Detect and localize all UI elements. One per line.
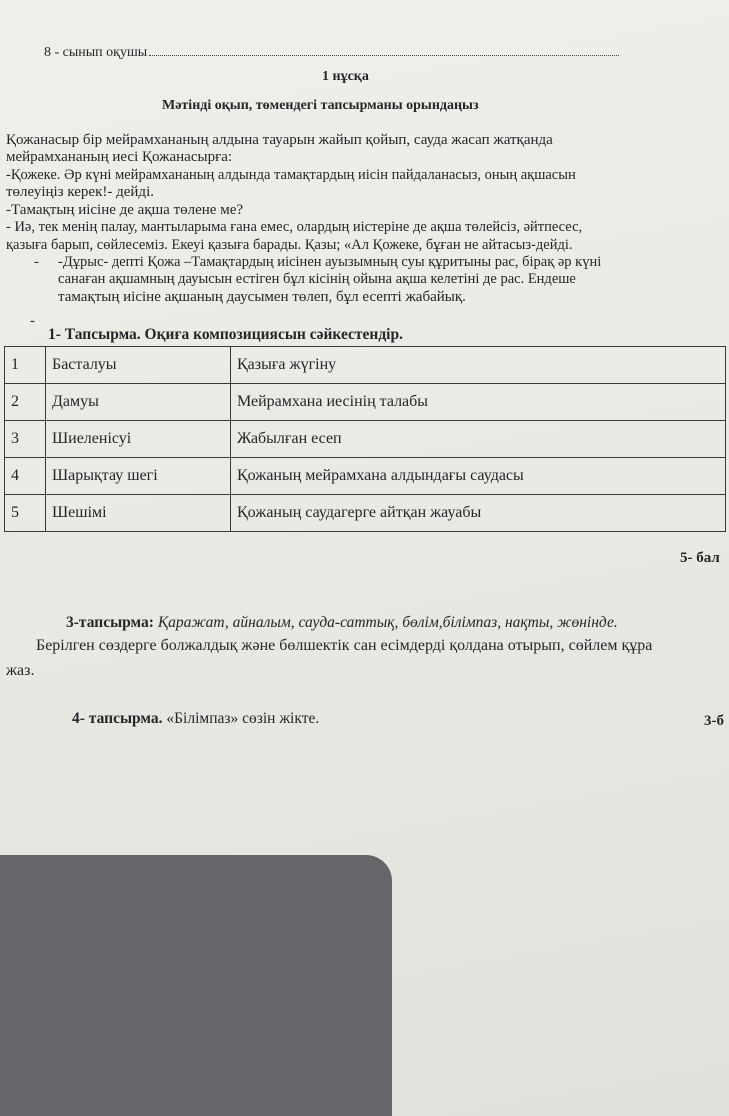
stage-cell: Дамуы: [46, 384, 231, 421]
event-cell: Қожаның саудагерге айтқан жауабы: [231, 495, 726, 532]
stage-cell: Шешімі: [46, 495, 231, 532]
event-cell: Қожаның мейрамхана алдындағы саудасы: [231, 458, 726, 495]
bullet: -: [30, 313, 35, 329]
instruction: Мәтінді оқып, төмендегі тапсырманы орындаңыз: [162, 98, 479, 113]
task4-line: [72, 710, 319, 728]
text-line: санаған ақшамның дауысын естіген бұл кісінің ойына ақша келетіні де рас. Ендеше: [58, 271, 576, 287]
bullet: -: [34, 254, 39, 270]
text-line: -Қожеке. Әр күні мейрамхананың алдында тамақтардың иісін пайдаланасыз, оның ақшасын: [6, 167, 576, 183]
table-row: [5, 421, 726, 458]
table-row: [5, 495, 726, 532]
text-line: тамақтың иісіне ақшаның даусымен төлеп, бұл есепті жабайық.: [58, 289, 466, 305]
stage-cell: Шиеленісуі: [46, 421, 231, 458]
stage-cell: Шарықтау шегі: [46, 458, 231, 495]
task3-instruction-end: жаз.: [6, 662, 35, 679]
text-line: қазыға барып, сөйлесеміз. Екеуі қазыға барады. Қазы; «Ал Қожеке, бұған не айтасыз-дейді.: [6, 237, 573, 253]
task3-instruction: Берілген сөздерге болжалдық және бөлшектік сан есімдерді қолдана отырып, сөйлем құра: [36, 637, 653, 654]
text-line: -Дұрыс- депті Қожа –Тамақтардың иісінен ауызымның суы құритыны рас, бірақ әр күні: [58, 254, 602, 270]
task3-words: Қаражат, айналым, сауда-саттық, бөлім,білімпаз, нақты, жөнінде.: [157, 614, 618, 631]
text-line: Қожанасыр бір мейрамхананың алдына тауарын жайып қойып, сауда жасап жатқанда: [6, 132, 553, 148]
text-line: - Иә, тек менің палау, мантыларыма ғана емес, олардың иістеріне де ақша төлейсіз, әйтпесес,: [6, 219, 583, 235]
table-row: [5, 347, 726, 384]
text-line: төлеуіңіз керек!- дейді.: [6, 184, 154, 200]
row-number: 2: [5, 384, 46, 421]
text-line: -Тамақтың иісіне де ақша төлене ме?: [6, 202, 244, 218]
row-number: 3: [5, 421, 46, 458]
task3-label: 3-тапсырма: [66, 614, 149, 631]
finger-shadow: [0, 855, 392, 1116]
task4-text: «Білімпаз» сөзін жікте.: [166, 710, 320, 727]
event-cell: Жабылған есеп: [231, 421, 726, 458]
row-number: 4: [5, 458, 46, 495]
row-number: 1: [5, 347, 46, 384]
stage-cell: Басталуы: [46, 347, 231, 384]
table-row: [5, 384, 726, 421]
task1-score: 5- бал: [680, 550, 720, 566]
event-cell: Қазыға жүгіну: [231, 347, 726, 384]
table-row: [5, 458, 726, 495]
text-line: мейрамхананың иесі Қожанасырға:: [6, 149, 233, 165]
event-cell: Мейрамхана иесінің талабы: [231, 384, 726, 421]
variant-label: 1 нұсқа: [322, 69, 369, 84]
task4-label: 4- тапсырма.: [72, 710, 163, 727]
task1-title: 1- Тапсырма. Оқиға композициясын сәйкестендір.: [48, 326, 403, 343]
student-line: 8 - сынып оқушы: [44, 44, 619, 62]
composition-table: [4, 346, 726, 532]
row-number: 5: [5, 495, 46, 532]
task4-score: 3-б: [704, 713, 724, 729]
task3-line: 3-тапсырма: Қаражат, айналым, сауда-саттық, бөлім,білімпаз, нақты, жөнінде.: [66, 614, 618, 631]
